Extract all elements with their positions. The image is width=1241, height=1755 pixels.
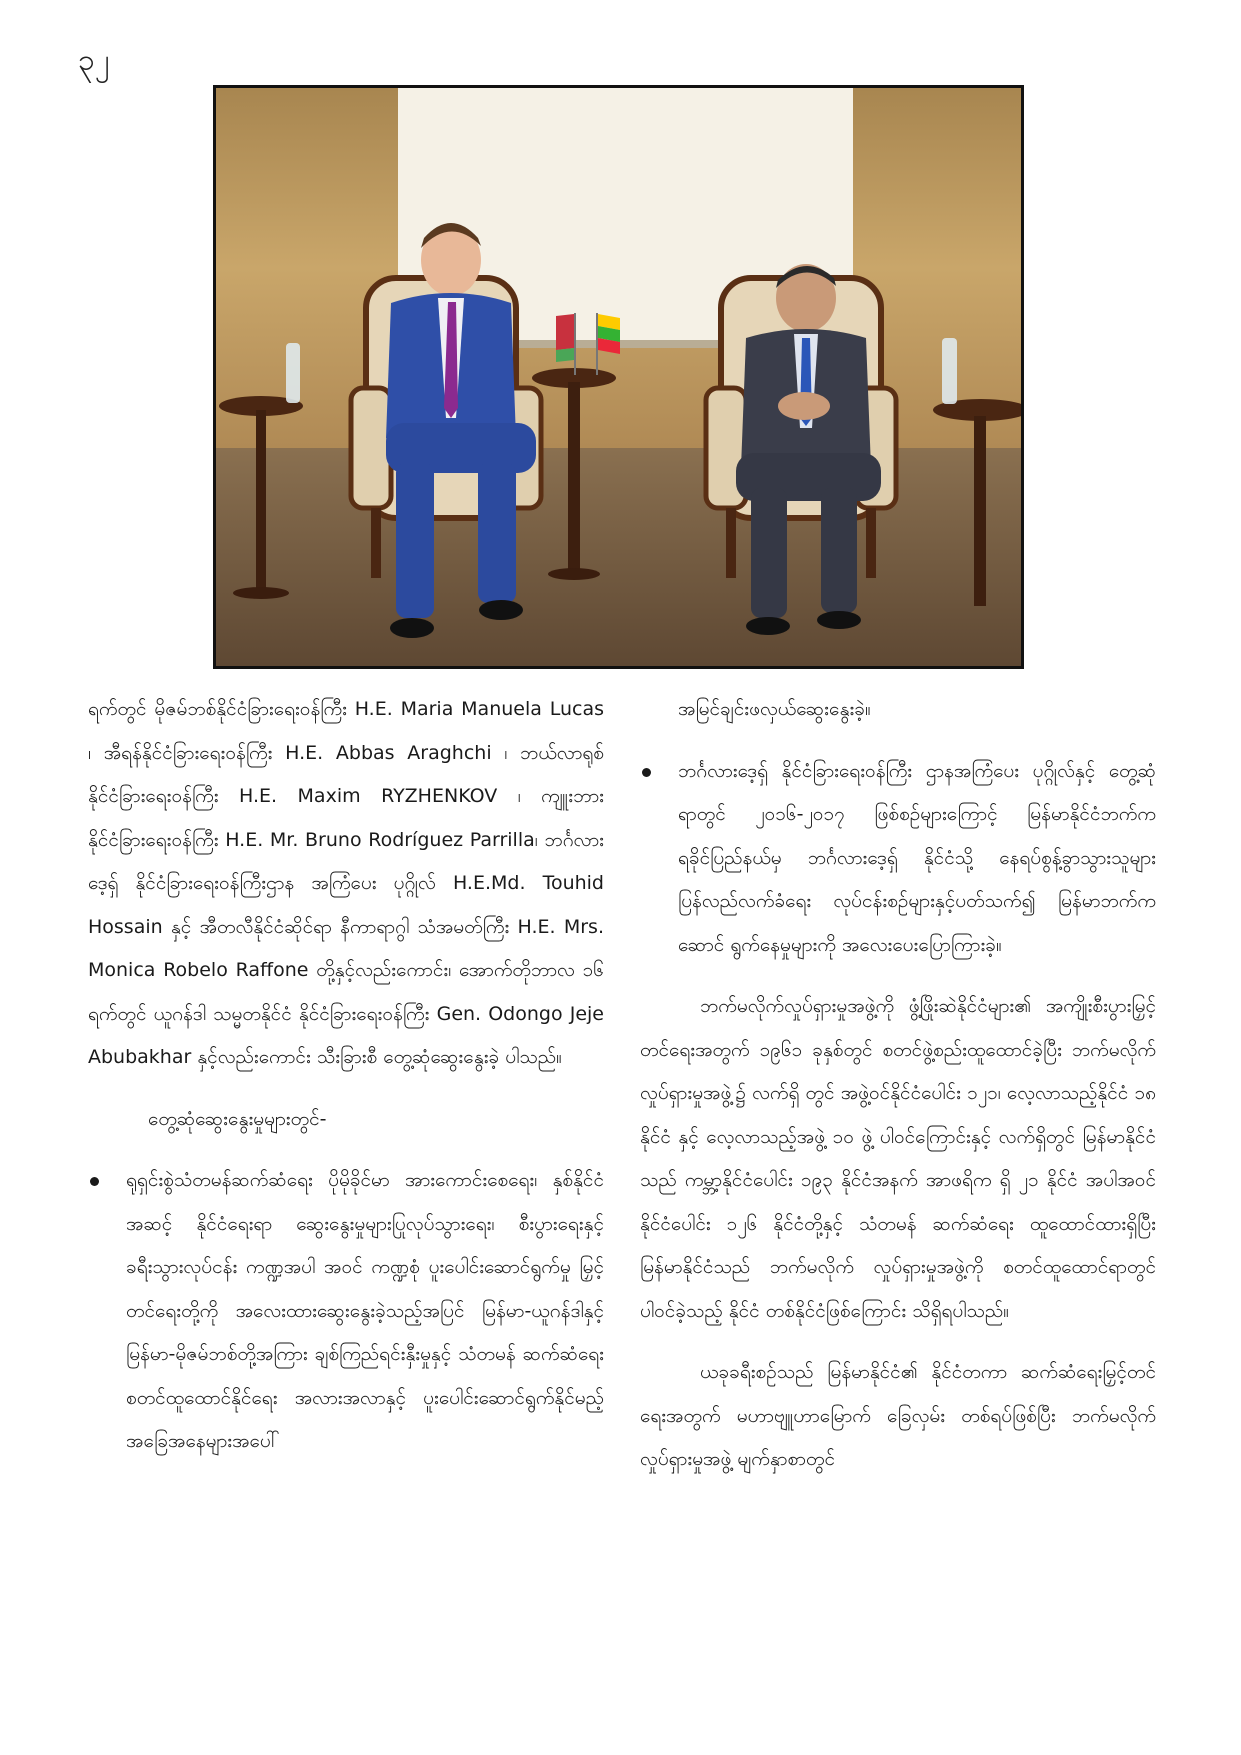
paragraph: ရက်တွင် မိုဇမ်ဘစ်နိုင်ငံခြားရေးဝန်ကြီး H.E. Maria Manuela Lucas ၊ အီရန်နိုင်ငံခြားရေးဝန်ကြီး H.E. Abbas Araghchi ၊ ဘယ်လာရုစ်နိုင်ငံခြားရေးဝန်ကြီး H.E. Maxim RYZHENKOV ၊ ကျူးဘားနိုင်ငံခြားရေးဝန်ကြီး H.E. Mr. Bruno Rodríguez Parrilla၊ ဘင်္ဂလားဒေ့ရှ် နိုင်ငံခြားရေးဝန်ကြီးဌာန အကြံပေး ပုဂ္ဂိုလ် H.E.Md. Touhid Hossain နှင့် အီတလီနိုင်ငံဆိုင်ရာ နီကာရာဂွါ သံအမတ်ကြီး H.E. Mrs. Monica Robelo Raffone တို့နှင့်လည်းကောင်း၊ အောက်တိုဘာလ ၁၆ ရက်တွင် ယူဂန်ဒါ သမ္မတနိုင်ငံ နိုင်ငံခြားရေးဝန်ကြီး Gen. Odongo Jeje Abubakhar နှင့်လည်းကောင်း သီးခြားစီ တွေ့ဆုံဆွေးနွေးခဲ့ ပါသည်။ bbox=[88, 698, 604, 1068]
page-number: ၃၂ bbox=[78, 43, 110, 78]
paragraph: ယခုခရီးစဉ်သည် မြန်မာနိုင်ငံ၏ နိုင်ငံတကာ ဆက်ဆံရေးမြှင့်တင်ရေးအတွက် မဟာဗျူဟာမြောက် ခြေလှမ်း တစ်ရပ်ဖြစ်ပြီး ဘက်မလိုက်လှုပ်ရှားမှုအဖွဲ့ မျက်နှာစာတွင် bbox=[640, 1361, 1156, 1470]
bullet-item: ရုရှင်းစွဲသံတမန်ဆက်ဆံရေး ပိုမိုခိုင်မာ အားကောင်းစေရေး၊ နှစ်နိုင်ငံအဆင့် နိုင်ငံရေးရာ ဆွေးနွေးမှုများပြုလုပ်သွားရေး၊ စီးပွားရေးနှင့် ခရီးသွားလုပ်ငန်း ကဏ္ဍအပါ အဝင် ကဏ္ဍစုံ ပူးပေါင်းဆောင်ရွက်မှု မြှင့်တင်ရေးတို့ကို အလေးထားဆွေးနွေးခဲ့သည့်အပြင် မြန်မာ-ယူဂန်ဒါနှင့် မြန်မာ-မိုဇမ်ဘစ်တို့အကြား ချစ်ကြည်ရင်းနှီးမှုနှင့် သံတမန် ဆက်ဆံရေး စတင်ထူထောင်နိုင်ရေး အလားအလာနှင့် ပူးပေါင်းဆောင်ရွက်နိုင်မည့် အခြေအနေများအပေါ် bbox=[88, 1159, 604, 1464]
water-bottle-icon bbox=[286, 343, 300, 403]
paragraph: ဘက်မလိုက်လှုပ်ရှားမှုအဖွဲ့ကို ဖွံ့ဖြိုးဆဲနိုင်ငံများ၏ အကျိုးစီးပွားမြှင့်တင်ရေးအတွက် ၁၉၆၁ ခုနှစ်တွင် စတင်ဖွဲ့စည်းထူထောင်ခဲ့ပြီး ဘက်မလိုက်လှုပ်ရှားမှုအဖွဲ့၌ လက်ရှိ တွင် အဖွဲ့ဝင်နိုင်ငံပေါင်း ၁၂၁၊ လေ့လာသည့်နိုင်ငံ ၁၈ နိုင်ငံ နှင့် လေ့လာသည့်အဖွဲ့ ၁၀ ဖွဲ့ ပါဝင်ကြောင်းနှင့် လက်ရှိတွင် မြန်မာနိုင်ငံသည် ကမ္ဘာ့နိုင်ငံပေါင်း ၁၉၃ နိုင်ငံအနက် အာဖရိက ရှိ ၂၁ နိုင်ငံ အပါအဝင် နိုင်ငံပေါင်း ၁၂၆ နိုင်ငံတို့နှင့် သံတမန် ဆက်ဆံရေး ထူထောင်ထားရှိပြီး မြန်မာနိုင်ငံသည် ဘက်မလိုက် လှုပ်ရှားမှုအဖွဲ့ကို စတင်ထူထောင်ရာတွင် ပါဝင်ခဲ့သည့် နိုင်ငံ တစ်နိုင်ငံဖြစ်ကြောင်း သိရှိရပါသည်။ bbox=[640, 995, 1156, 1322]
bullet-item: ဘင်္ဂလားဒေ့ရှ် နိုင်ငံခြားရေးဝန်ကြီး ဌာနအကြံပေး ပုဂ္ဂိုလ်နှင့် တွေ့ဆုံရာတွင် ၂၀၁၆-၂၀၁၇ ဖြစ်စဉ်များကြောင့် မြန်မာနိုင်ငံဘက်က ရခိုင်ပြည်နယ်မှ ဘင်္ဂလားဒေ့ရှ် နိုင်ငံသို့ နေရပ်စွန့်ခွာသွားသူများ ပြန်လည်လက်ခံရေး လုပ်ငန်းစဉ်များနှင့်ပတ်သက်၍ မြန်မာဘက်က ဆောင် ရွက်နေမှုများကို အလေးပေးပြောကြားခဲ့။ bbox=[640, 750, 1156, 968]
bullet-continuation: အမြင်ချင်းဖလှယ်ဆွေးနွေးခဲ့။ bbox=[678, 698, 871, 720]
left-column bbox=[88, 688, 604, 1464]
meeting-photo bbox=[213, 85, 1024, 669]
carpet bbox=[216, 448, 1021, 666]
paragraph: တွေ့ဆုံဆွေးနွေးမှုများတွင်- bbox=[148, 1107, 327, 1130]
right-column bbox=[640, 688, 1156, 1482]
flag-belarus bbox=[556, 314, 574, 350]
